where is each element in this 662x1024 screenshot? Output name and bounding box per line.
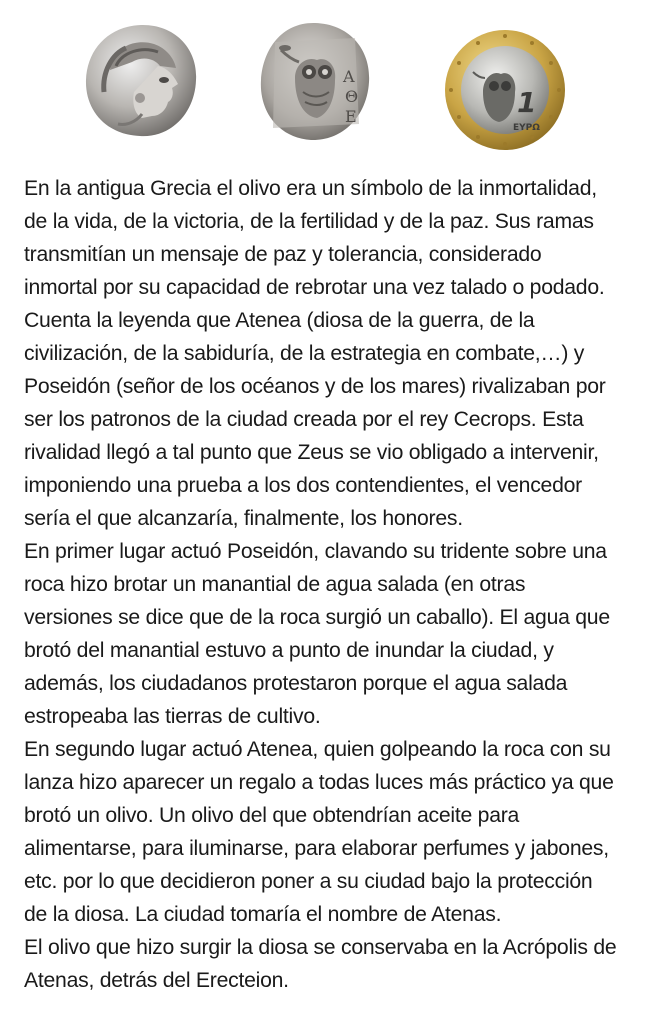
- svg-text:E: E: [345, 107, 357, 126]
- text-line: Poseidón (señor de los océanos y de los mares) rivalizaban por: [24, 375, 606, 398]
- text-line: versiones se dice que de la roca surgió un caballo). El agua que: [24, 606, 610, 629]
- text-line: transmitían un mensaje de paz y tolerancia, considerado: [24, 243, 542, 266]
- text-line: alimentarse, para iluminarse, para elaborar perfumes y jabones,: [24, 837, 609, 860]
- text-line: brotó del manantial estuvo a punto de inundar la ciudad, y: [24, 639, 554, 662]
- text-line: En segundo lugar actuó Atenea, quien golpeando la roca con su: [24, 738, 611, 761]
- text-line: estropeaba las tierras de cultivo.: [24, 705, 321, 728]
- text-line: roca hizo brotar un manantial de agua salada (en otras: [24, 573, 526, 596]
- text-line: civilización, de la sabiduría, de la estrategia en combate,…) y: [24, 342, 585, 365]
- text-line: además, los ciudadanos protestaron porque el agua salada: [24, 672, 568, 695]
- text-line: de la diosa. La ciudad tomaría el nombre de Atenas.: [24, 903, 502, 926]
- article-text: [24, 172, 644, 997]
- euro-value-label: 1: [517, 86, 537, 119]
- paragraph-2: [24, 535, 644, 733]
- text-line: brotó un olivo. Un olivo del que obtendrían aceite para: [24, 804, 520, 827]
- paragraph-1: [24, 172, 644, 535]
- svg-text:A: A: [343, 67, 355, 86]
- text-line: inmortal por su capacidad de rebrotar una vez talado o podado.: [24, 276, 605, 299]
- text-line: etc. por lo que decidieron poner a su ciudad bajo la protección: [24, 870, 593, 893]
- text-line: El olivo que hizo surgir la diosa se conservaba en la Acrópolis de: [24, 936, 617, 959]
- paragraph-4: [24, 931, 644, 997]
- athena-tetradrachm-coin-icon: [82, 22, 200, 140]
- text-line: de la vida, de la victoria, de la fertilidad y de la paz. Sus ramas: [24, 210, 594, 233]
- text-line: imponiendo una prueba a los dos contendientes, el vencedor: [24, 474, 582, 497]
- text-line: Cuenta la leyenda que Atenea (diosa de la guerra, de la: [24, 309, 535, 332]
- text-line: ser los patronos de la ciudad creada por el rey Cecrops. Esta: [24, 408, 584, 431]
- greek-one-euro-coin-icon: [443, 28, 567, 152]
- owl-tetradrachm-coin-icon: [255, 20, 373, 144]
- text-line: lanza hizo aparecer un regalo a todas luces más práctico ya que: [24, 771, 614, 794]
- paragraph-3: [24, 733, 644, 931]
- euro-inscription: ΕΥΡΩ: [513, 123, 540, 133]
- coin-images: [0, 14, 662, 164]
- text-line: rivalidad llegó a tal punto que Zeus se vio obligado a intervenir,: [24, 441, 599, 464]
- text-line: Atenas, detrás del Erecteion.: [24, 969, 289, 992]
- text-line: En primer lugar actuó Poseidón, clavando su tridente sobre una: [24, 540, 607, 563]
- svg-text:Θ: Θ: [345, 87, 359, 106]
- text-line: sería el que alcanzaría, finalmente, los honores.: [24, 507, 463, 530]
- text-line: En la antigua Grecia el olivo era un símbolo de la inmortalidad,: [24, 177, 597, 200]
